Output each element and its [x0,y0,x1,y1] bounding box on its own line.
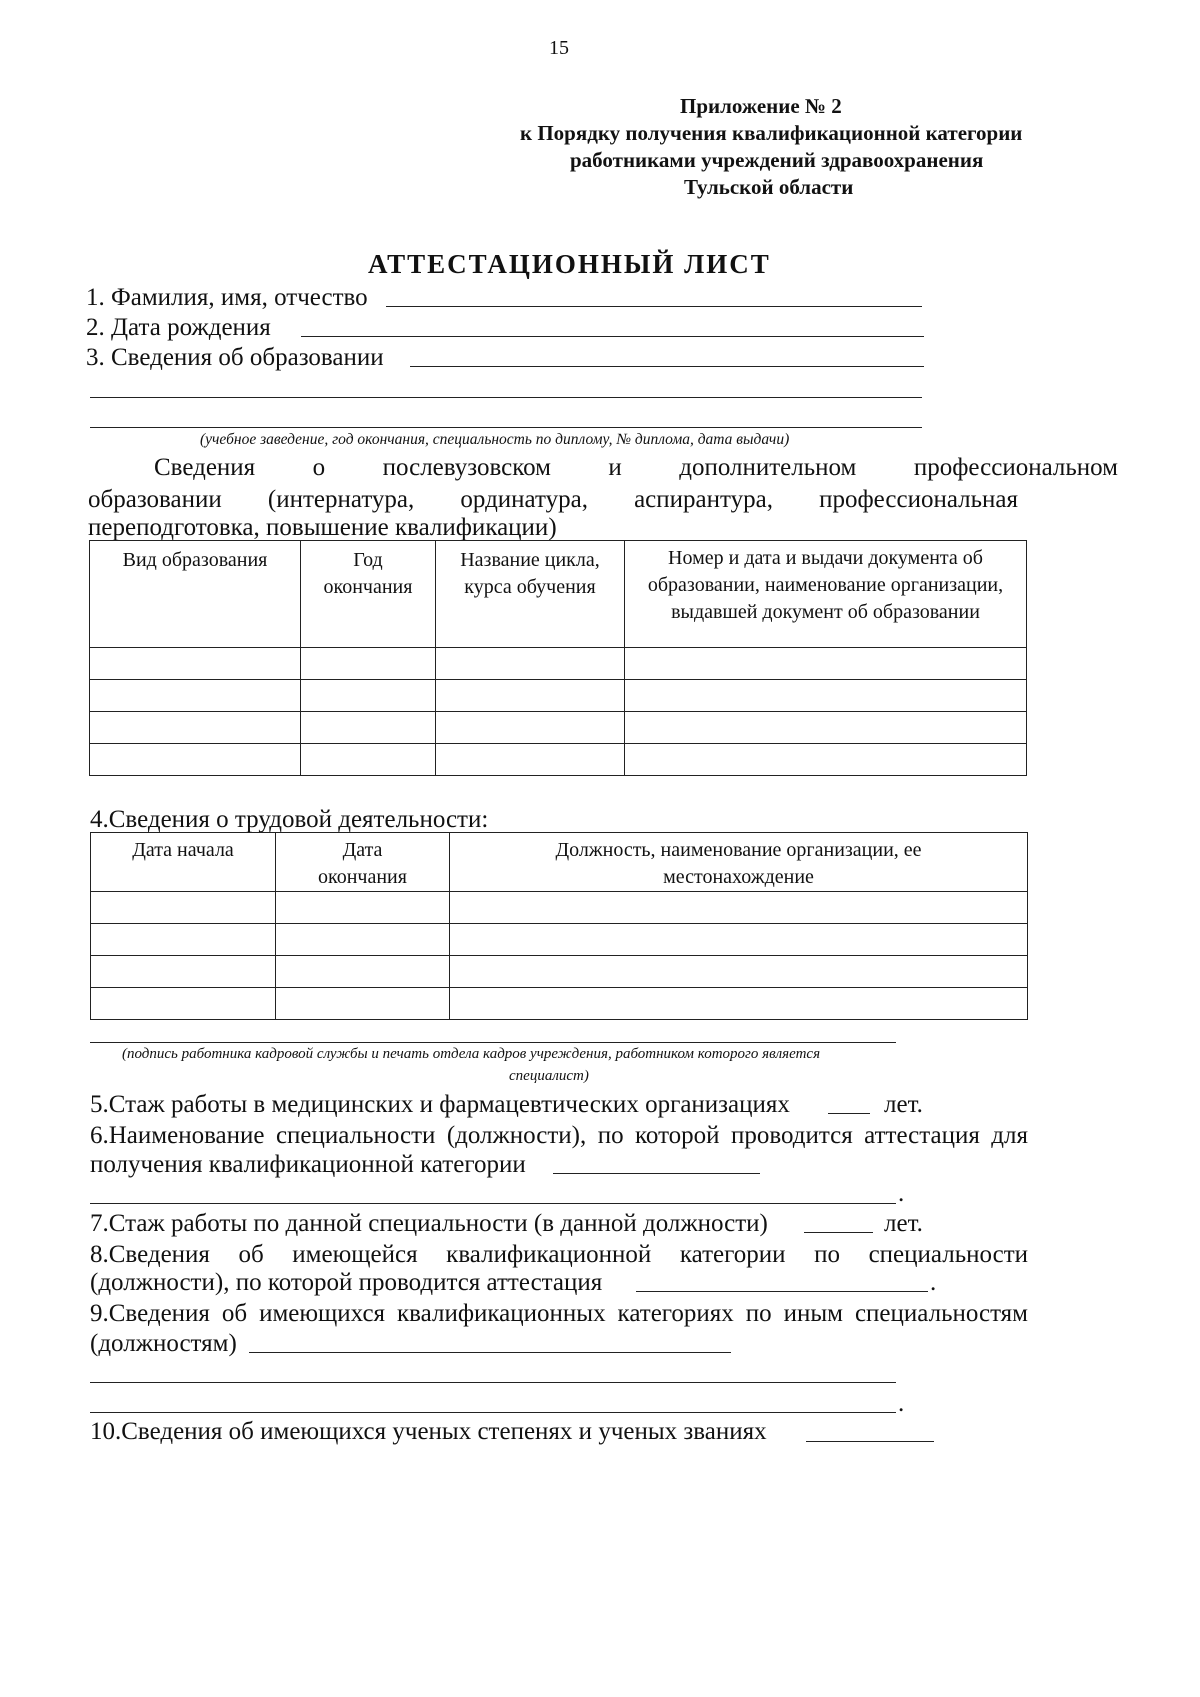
table-row [90,648,1027,680]
table-cell[interactable] [436,648,625,680]
postgrad-text-line2: образовании (интернатура, ординатура, аспирантура, профессиональная [88,486,1018,513]
table-cell[interactable] [90,680,301,712]
header-position: Должность, наименование организации, ее местонахождение [450,833,1028,892]
table-row [91,892,1028,924]
item7-suffix: лет. [884,1210,923,1237]
table-cell[interactable] [301,648,436,680]
item6-value-line-2[interactable] [90,1203,896,1204]
item8-value-line[interactable] [636,1291,928,1292]
table-cell[interactable] [625,680,1027,712]
table-cell[interactable] [436,744,625,776]
appendix-line4: Тульской области [684,175,854,199]
appendix-line2: к Порядку получения квалификационной категории [520,121,1023,145]
item6-value-line[interactable] [553,1173,760,1174]
table-cell[interactable] [91,892,276,924]
item5-text: 5.Стаж работы в медицинских и фармацевтических организациях [90,1091,790,1118]
table-cell[interactable] [625,744,1027,776]
item8-period: . [930,1269,937,1296]
table-cell[interactable] [450,956,1028,988]
field-birth-date-label: 2. Дата рождения [86,314,271,341]
page-number: 15 [549,37,569,59]
item6-line2: получения квалификационной категории [90,1151,526,1178]
signature-caption-line2: специалист) [509,1068,589,1084]
item9-value-line[interactable] [249,1352,731,1353]
field-education-line-3[interactable] [90,427,922,428]
item5-value-line[interactable] [828,1113,870,1114]
table-row [90,712,1027,744]
item9-line1: 9.Сведения об имеющихся квалификационных категориях по иным специальностям [90,1300,1028,1327]
table-cell[interactable] [301,744,436,776]
item9-value-line-2[interactable] [90,1382,896,1383]
appendix-title: Приложение № 2 [680,94,842,118]
item8-line2: (должности), по которой проводится аттестация [90,1269,603,1296]
table-cell[interactable] [90,648,301,680]
field-education-label: 3. Сведения об образовании [86,344,384,371]
section4-label: 4.Сведения о трудовой деятельности: [90,806,489,833]
table-cell[interactable] [301,712,436,744]
field-education-line[interactable] [410,366,924,367]
table-cell[interactable] [625,712,1027,744]
header-start-date: Дата начала [91,833,276,892]
work-table-header [91,833,1028,892]
table-cell[interactable] [91,956,276,988]
header-education-type: Вид образования [90,541,301,648]
header-end-date: Дата окончания [276,833,450,892]
table-cell[interactable] [436,712,625,744]
item7-text: 7.Стаж работы по данной специальности (в данной должности) [90,1210,768,1237]
appendix-line3: работниками учреждений здравоохранения [570,148,984,172]
education-table [89,540,1027,776]
table-cell[interactable] [276,924,450,956]
work-table [90,832,1028,1020]
table-cell[interactable] [276,956,450,988]
field-education-line-2[interactable] [90,397,922,398]
table-cell[interactable] [90,744,301,776]
table-row [91,988,1028,1020]
postgrad-text-line3: переподготовка, повышение квалификации) [88,514,557,541]
document-title: АТТЕСТАЦИОННЫЙ ЛИСТ [368,249,771,279]
table-cell[interactable] [276,988,450,1020]
item9-value-line-3[interactable] [90,1412,896,1413]
item7-value-line[interactable] [804,1232,873,1233]
table-cell[interactable] [276,892,450,924]
table-cell[interactable] [625,648,1027,680]
table-cell[interactable] [301,680,436,712]
signature-line[interactable] [90,1042,896,1043]
item9-period: . [898,1390,905,1417]
item5-suffix: лет. [884,1091,923,1118]
table-row [90,680,1027,712]
item10-text: 10.Сведения об имеющихся ученых степенях и ученых званиях [90,1418,767,1445]
table-cell[interactable] [450,924,1028,956]
table-cell[interactable] [91,988,276,1020]
item6-period: . [898,1180,905,1207]
table-cell[interactable] [90,712,301,744]
table-cell[interactable] [436,680,625,712]
item8-line1: 8.Сведения об имеющейся квалификационной категории по специальности [90,1241,1028,1268]
table-cell[interactable] [91,924,276,956]
header-document-details: Номер и дата и выдачи документа об образовании, наименование организации, выдавшей документ об образовании [625,541,1027,648]
table-row [91,956,1028,988]
table-row [90,744,1027,776]
table-cell[interactable] [450,892,1028,924]
postgrad-text-line1: Сведения о послевузовском и дополнительном профессиональном [154,454,1118,481]
field-full-name-line[interactable] [386,306,922,307]
table-cell[interactable] [450,988,1028,1020]
item6-line1: 6.Наименование специальности (должности), по которой проводится аттестация для [90,1122,1028,1149]
header-course-name: Название цикла, курса обучения [436,541,625,648]
education-table-header [90,541,1027,648]
education-caption: (учебное заведение, год окончания, специальность по диплому, № диплома, дата выдачи) [200,431,790,448]
signature-caption-line1: (подпись работника кадровой службы и печать отдела кадров учреждения, работником которого является [122,1046,821,1062]
header-graduation-year: Год окончания [301,541,436,648]
item9-line2: (должностям) [90,1330,237,1357]
table-row [91,924,1028,956]
item10-value-line[interactable] [806,1441,934,1442]
field-birth-date-line[interactable] [301,336,924,337]
field-full-name-label: 1. Фамилия, имя, отчество [86,284,368,311]
